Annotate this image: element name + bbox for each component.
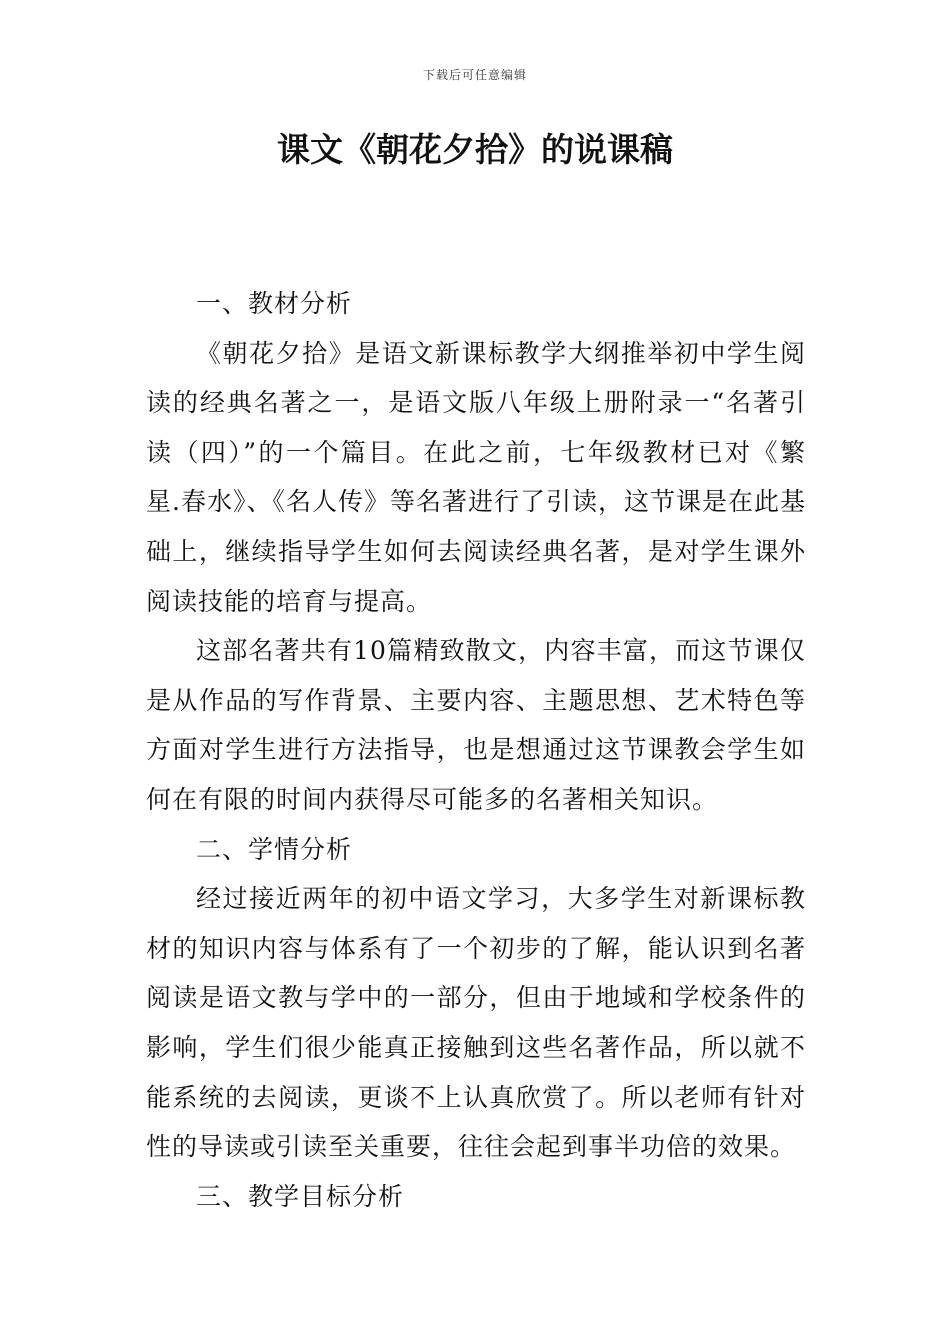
section-heading-teaching-material: 一、教材分析 [196, 289, 353, 318]
header-note: 下载后可任意编辑 [422, 68, 527, 82]
paragraph: 这部名著共有10篇精致散文，内容丰富，而这节课仅是从作品的写作背景、主要内容、主题思想、艺术特色等方面对学生进行方法指导，也是想通过这节课教会学生如何在有限的时间内获得尽可能多的名著相关知识。 [146, 636, 806, 814]
document-title: 课文《朝花夕拾》的说课稿 [277, 130, 673, 169]
paragraph: 《朝花夕拾》是语文新课标教学大纲推举初中学生阅读的经典名著之一，是语文版八年级上册附录一“名著引读（四）”的一个篇目。在此之前，七年级教材已对《繁星.春水》、《名人传》等名著进行了引读，这节课是在此基础上，继续指导学生如何去阅读经典名著，是对学生课外阅读技能的培育与提高。 [146, 338, 806, 616]
section-heading-teaching-goals: 三、教学目标分析 [196, 1181, 405, 1211]
section-heading-student-analysis: 二、学情分析 [196, 834, 353, 864]
document-body [146, 279, 806, 1221]
paragraph: 经过接近两年的初中语文学习，大多学生对新课标教材的知识内容与体系有了一个初步的了解，能认识到名著阅读是语文教与学中的一部分，但由于地域和学校条件的影响，学生们很少能真正接触到这些名著作品，所以就不能系统的去阅读，更谈不上认真欣赏了。所以老师有针对性的导读或引读至关重要，往往会起到事半功倍的效果。 [146, 884, 806, 1162]
